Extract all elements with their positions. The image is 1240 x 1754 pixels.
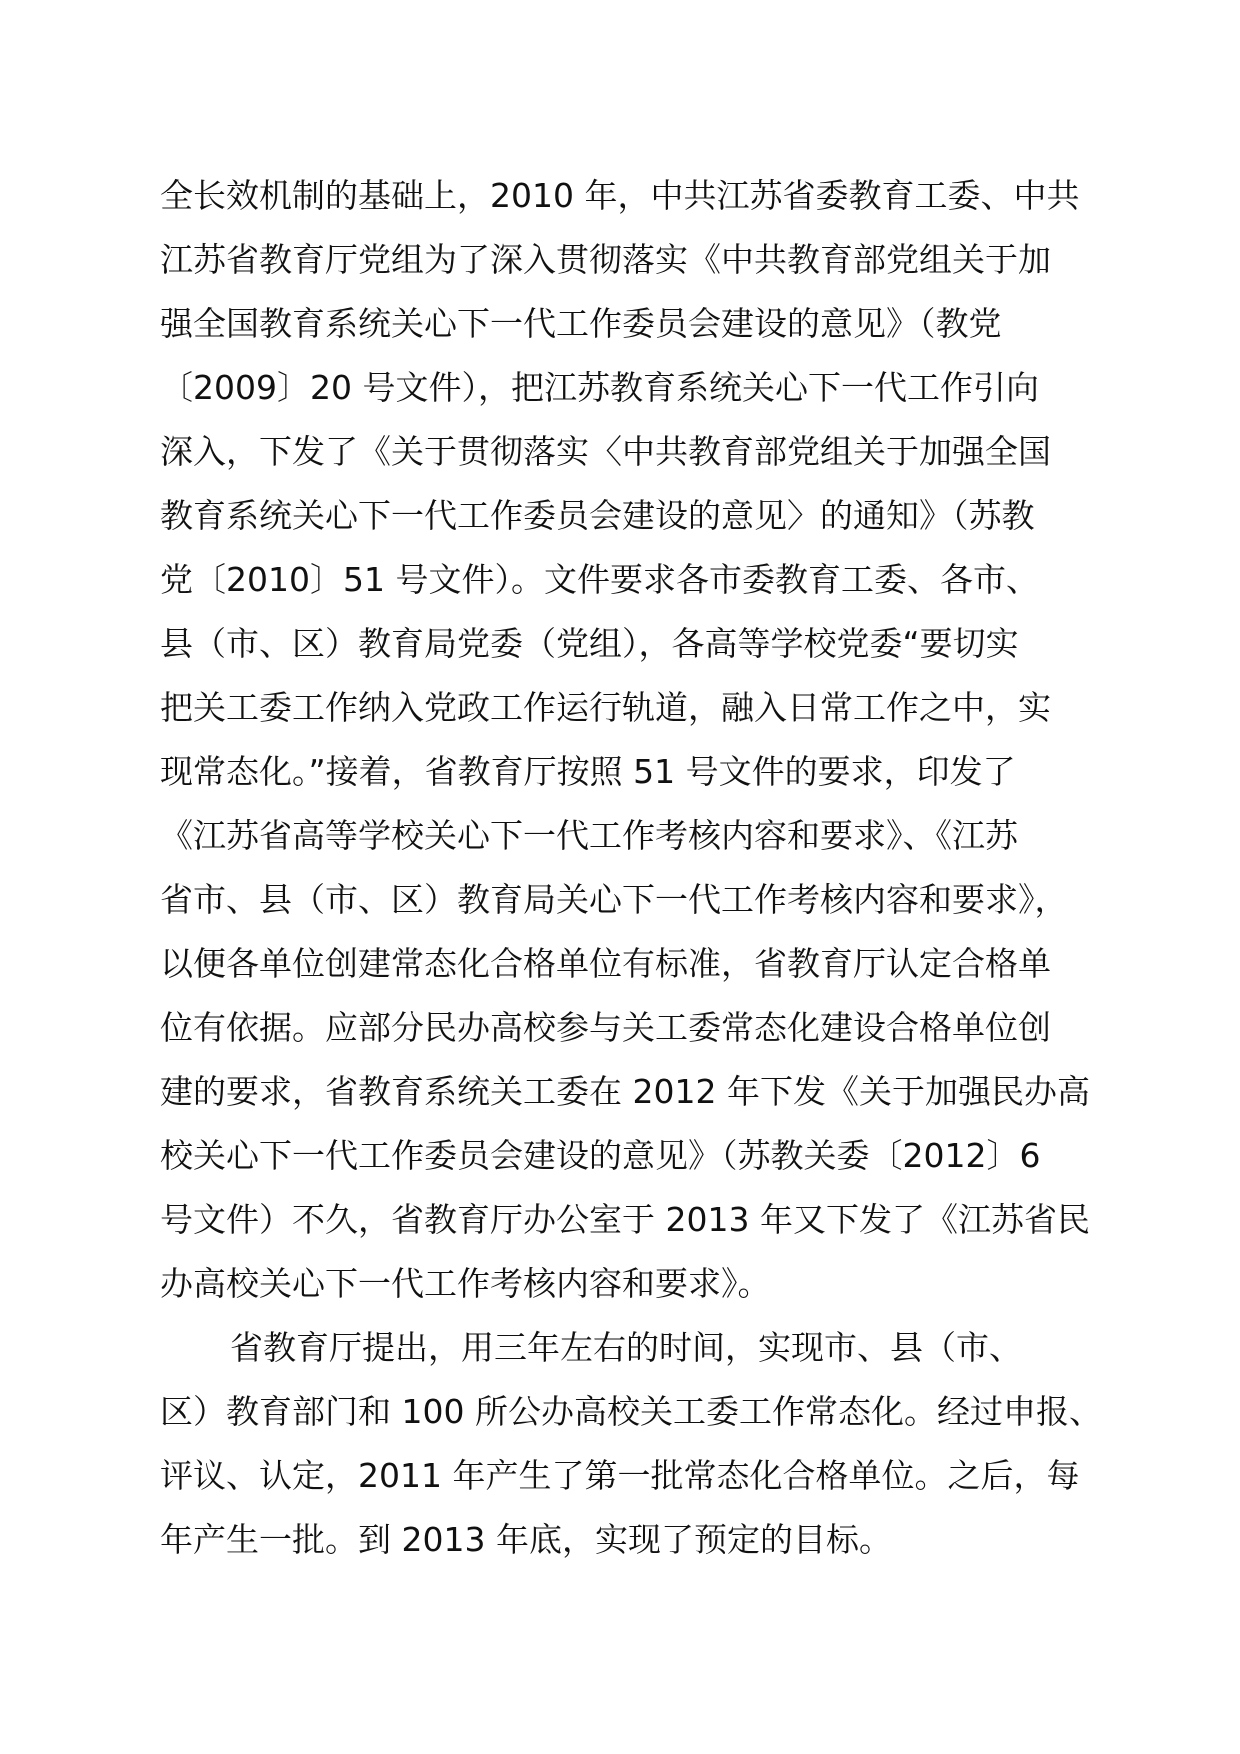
text-line: 号文件）不久，省教育厅办公室于 2013 年又下发了《江苏省民	[160, 1200, 1090, 1239]
text-line: 区）教育部门和 100 所公办高校关工委工作常态化。经过申报、	[160, 1392, 1102, 1431]
text-line: 深入，下发了《关于贯彻落实〈中共教育部党组关于加强全国	[160, 432, 1051, 471]
text-line: 以便各单位创建常态化合格单位有标准，省教育厅认定合格单	[160, 944, 1051, 983]
text-line: 教育系统关心下一代工作委员会建设的意见〉的通知》（苏教	[160, 496, 1035, 535]
text-line: 省市、县（市、区）教育局关心下一代工作考核内容和要求》，	[160, 880, 1068, 919]
text-line: 位有依据。应部分民办高校参与关工委常态化建设合格单位创	[160, 1008, 1051, 1047]
text-line: 现常态化。”接着，省教育厅按照 51 号文件的要求，印发了	[160, 752, 1016, 791]
paragraph-2	[160, 1316, 1120, 1572]
text-line: 把关工委工作纳入党政工作运行轨道，融入日常工作之中，实	[160, 688, 1051, 727]
text-line: 江苏省教育厅党组为了深入贯彻落实《中共教育部党组关于加	[160, 240, 1051, 279]
text-line: 〔2009〕20 号文件），把江苏教育系统关心下一代工作引向	[160, 368, 1039, 407]
text-line: 《江苏省高等学校关心下一代工作考核内容和要求》、《江苏	[160, 816, 1018, 855]
text-line: 县（市、区）教育局党委（党组），各高等学校党委“要切实	[160, 624, 1019, 663]
text-line: 年产生一批。到 2013 年底，实现了预定的目标。	[160, 1520, 892, 1559]
text-line: 评议、认定，2011 年产生了第一批常态化合格单位。之后，每	[160, 1456, 1080, 1495]
text-line: 党〔2010〕51 号文件）。文件要求各市委教育工委、各市、	[160, 560, 1039, 599]
text-line: 建的要求，省教育系统关工委在 2012 年下发《关于加强民办高	[160, 1072, 1090, 1111]
body-text	[160, 164, 1120, 1572]
text-line: 强全国教育系统关心下一代工作委员会建设的意见》（教党	[160, 304, 1002, 343]
text-line: 校关心下一代工作委员会建设的意见》（苏教关委〔2012〕6	[160, 1136, 1041, 1175]
paragraph-1	[160, 164, 1120, 1316]
text-line: 全长效机制的基础上，2010 年，中共江苏省委教育工委、中共	[160, 176, 1080, 215]
text-line: 办高校关心下一代工作考核内容和要求》。	[160, 1264, 771, 1303]
text-line: 省教育厅提出，用三年左右的时间，实现市、县（市、	[230, 1328, 1022, 1367]
